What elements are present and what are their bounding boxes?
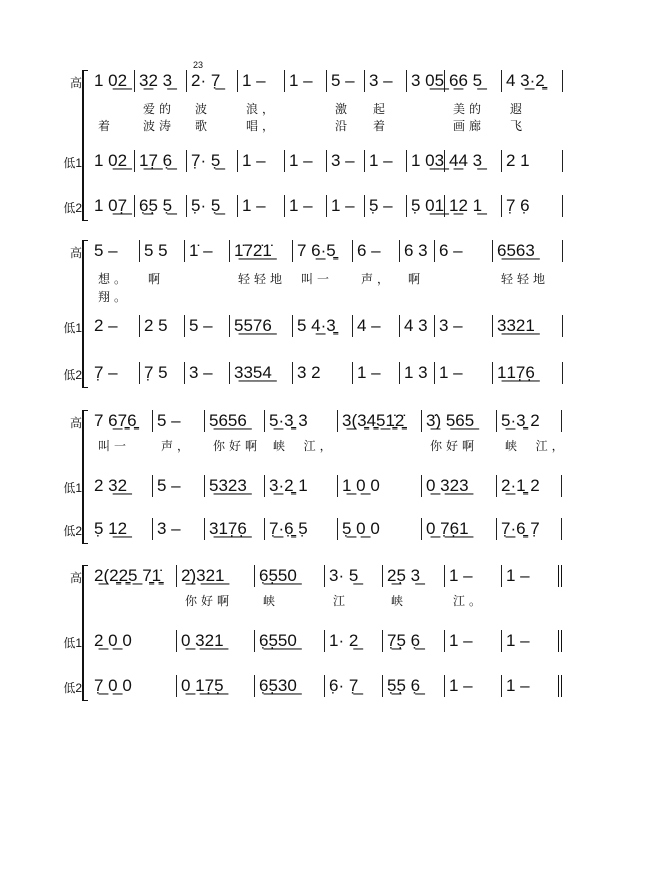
lyrics-line-1 — [90, 592, 562, 608]
measure: 1 – — [445, 565, 502, 587]
measure: 3 – — [185, 362, 230, 384]
measure: 3 – — [435, 315, 493, 337]
measures — [90, 195, 563, 217]
lyrics-line-1 — [90, 100, 563, 116]
lyric: 波 — [195, 102, 212, 116]
lyric: 想。 — [98, 272, 131, 286]
lyric — [230, 288, 293, 305]
lyric: 唱， — [246, 119, 279, 133]
lyric: 峡 — [263, 594, 280, 608]
measures — [90, 630, 562, 652]
lyric: 峡 江， — [505, 439, 568, 453]
part-label: 高 — [69, 76, 82, 90]
measure: 0̲ 3̲2̲1̲ — [177, 630, 255, 652]
staff-low1 — [0, 475, 665, 497]
lyric — [185, 288, 230, 305]
lyric — [353, 288, 400, 305]
measures — [90, 518, 562, 540]
measure: 7 6̲7̳6̳ — [90, 410, 153, 432]
lyric: 轻轻地 — [501, 272, 550, 286]
measures — [90, 70, 563, 92]
measure: 5̣· 5̣̲ — [187, 195, 238, 217]
staff-high — [0, 240, 665, 262]
measure: 7 6̲·5̳ — [293, 240, 353, 262]
measure: 5 – — [90, 240, 140, 262]
measure: 6̣̲5̣̲5̲0̲ — [255, 565, 325, 587]
measure: 5̣ – — [365, 195, 407, 217]
measure: 1 3 — [400, 362, 435, 384]
measure: 2 3̲2̲ — [90, 475, 153, 497]
lyric: 声， — [161, 439, 194, 453]
measure: 1 – — [502, 565, 562, 587]
measure: 5̲·3̳ 2 — [497, 410, 562, 432]
measure: 3̲3̲5̲4̲ — [230, 362, 293, 384]
measure: 3 – — [327, 150, 365, 172]
measure: 4 3̲·2̳ — [502, 70, 563, 92]
measure: 1 – — [365, 150, 407, 172]
measure: 6̲6 5̲ — [445, 70, 502, 92]
lyric: 轻轻地 — [238, 272, 287, 286]
measure: 7̣̲·6̳ 7̣ — [497, 518, 562, 540]
lyric — [338, 437, 422, 454]
staff-low1 — [0, 630, 665, 652]
measure: 3̲2 3̲ — [135, 70, 187, 92]
lyric — [185, 270, 230, 287]
measures — [90, 315, 563, 337]
measure: 1 – — [502, 630, 562, 652]
measure: 0̲ 7̣̲6̣̲1̲ — [422, 518, 497, 540]
measure: 7̣· 5̣̲ — [187, 150, 238, 172]
lyric: 峡 — [391, 594, 408, 608]
measure: 5̣ 0̲1̲ — [407, 195, 445, 217]
measure: 7̣ – — [90, 362, 140, 384]
measure: 5̲5̲7̲6̲ — [230, 315, 293, 337]
part-label: 高 — [69, 246, 82, 260]
measure: 1 – — [445, 630, 502, 652]
measure: 5 – — [153, 410, 205, 432]
measure: 1 0̲7̣̲ — [90, 195, 135, 217]
lyric: 沿 — [335, 119, 352, 133]
measure: 2̲5̣ 3̲ — [383, 565, 445, 587]
measure: 0̲ 3̲2̲3̲ — [422, 475, 497, 497]
measure: 3 – — [153, 518, 205, 540]
measure: 5̲6̲5̲6̲ — [205, 410, 265, 432]
part-label: 低1 — [63, 636, 82, 650]
lyric: 遐 — [510, 102, 527, 116]
measure: 1 – — [238, 195, 285, 217]
measure: 1̲2 1̲ — [445, 195, 502, 217]
measure: 3 2 — [293, 362, 353, 384]
lyric: 飞 — [510, 119, 527, 133]
measure: 2 1 — [502, 150, 563, 172]
lyric: 啊 — [408, 272, 425, 286]
measure: 7̣̲·6̣̳ 5̣ — [265, 518, 338, 540]
measure: 4̲4 3̲ — [445, 150, 502, 172]
measure: 5 – — [327, 70, 365, 92]
measure: 1̇ – — [185, 240, 230, 262]
part-label: 低1 — [63, 156, 82, 170]
staff-high — [0, 70, 665, 92]
measure: 5 4̲·3̳ — [293, 315, 353, 337]
lyric: 叫一 — [98, 439, 131, 453]
measure: 1· 2̲ — [325, 630, 383, 652]
lyric — [435, 288, 493, 305]
measure: 1 – — [285, 70, 327, 92]
measures — [90, 150, 563, 172]
measure: 6 – — [353, 240, 400, 262]
lyrics-line-2 — [90, 117, 563, 133]
part-label: 低2 — [63, 368, 82, 382]
measure: 6̲5̲6̲3̲ — [493, 240, 563, 262]
measure: 1 – — [435, 362, 493, 384]
lyric: 浪， — [246, 102, 279, 116]
lyric — [90, 592, 177, 609]
measure: 1 0̲2̲ — [90, 70, 135, 92]
part-label: 低2 — [63, 681, 82, 695]
measure: 1̲ 0̲ 0 — [338, 475, 422, 497]
measures — [90, 675, 562, 697]
staff-low2 — [0, 362, 665, 384]
measure: 6̣̲5̣̲3̲0̲ — [255, 675, 325, 697]
lyric: 着 — [98, 119, 115, 133]
staff-high — [0, 565, 665, 587]
measure: 3̲3̲2̲1̲ — [493, 315, 563, 337]
lyric: 你好啊 — [185, 594, 234, 608]
measure: 3̲(3̳4̳5̲1̳̇2̳̇ — [338, 410, 422, 432]
measure: 1̲̇7̲2̲̇1̲̇ — [230, 240, 293, 262]
measure: 5 5 — [140, 240, 185, 262]
measure: 1 – — [502, 675, 562, 697]
lyric: 着 — [373, 119, 390, 133]
measure: 3̲1̲7̣̲6̣̲ — [205, 518, 265, 540]
part-label: 高 — [69, 416, 82, 430]
measure: 6 3 — [400, 240, 435, 262]
lyric — [140, 288, 185, 305]
lyric: 画廊 — [453, 119, 486, 133]
lyric — [435, 270, 493, 287]
measure: 1̲1̲7̣̲6̣̲ — [493, 362, 563, 384]
measure: 3̲̇) 5̲6̲5̲ — [422, 410, 497, 432]
measure: 1 – — [353, 362, 400, 384]
lyric — [502, 592, 562, 609]
measure: 4 3 — [400, 315, 435, 337]
part-label: 低2 — [63, 201, 82, 215]
lyric: 爱的 — [143, 102, 176, 116]
measure: 5̣ 1̲2̲ — [90, 518, 153, 540]
lyric — [90, 100, 135, 117]
lyric: 美的 — [453, 102, 486, 116]
measure: 2̲ 0̲ 0 — [90, 630, 177, 652]
measure: 4 – — [353, 315, 400, 337]
lyric: 歌 — [195, 119, 212, 133]
lyric — [293, 288, 353, 305]
measure: 6̣̲5̣ 5̣̲ — [135, 195, 187, 217]
measure-annotation: 23 — [193, 60, 204, 70]
staff-low1 — [0, 150, 665, 172]
measure: 1 – — [445, 675, 502, 697]
staff-low2 — [0, 518, 665, 540]
measure: 1 – — [285, 195, 327, 217]
measure: 7̣̲5̣ 6̣̲ — [383, 630, 445, 652]
measure: 7̣ 5 — [140, 362, 185, 384]
lyric — [407, 117, 445, 134]
measure: 3 – — [365, 70, 407, 92]
measure: 6̣· 7̣̲ — [325, 675, 383, 697]
measure: 1 0̲3̲ — [407, 150, 445, 172]
measures — [90, 475, 562, 497]
lyric — [493, 288, 563, 305]
measure: 2 5 — [140, 315, 185, 337]
measure: 2· 7̣̲ — [187, 70, 238, 92]
lyric: 翔。 — [98, 290, 131, 304]
lyric: 江。 — [453, 594, 486, 608]
measure: 3 0̲5̲ — [407, 70, 445, 92]
measure: 5̲·3̳ 3 — [265, 410, 338, 432]
lyric: 江 — [333, 594, 350, 608]
measure: 2̲̇)3̲2̲1̲ — [177, 565, 255, 587]
measure: 6 – — [435, 240, 493, 262]
measure: 5̲3̲2̲3̲ — [205, 475, 265, 497]
measure: 1 – — [238, 150, 285, 172]
staff-high — [0, 410, 665, 432]
measure: 5 – — [153, 475, 205, 497]
measure: 3̲·2̳ 1 — [265, 475, 338, 497]
lyric — [407, 100, 445, 117]
staff-low2 — [0, 195, 665, 217]
measure: 1 – — [285, 150, 327, 172]
measures — [90, 565, 562, 587]
lyric: 你好啊 — [430, 439, 479, 453]
lyric — [400, 288, 435, 305]
lyric: 声， — [361, 272, 394, 286]
measure: 1̲7̣̲ 6̣̲ — [135, 150, 187, 172]
measures — [90, 240, 563, 262]
part-label: 低2 — [63, 524, 82, 538]
part-label: 低1 — [63, 321, 82, 335]
lyric: 波涛 — [143, 119, 176, 133]
lyric: 叫一 — [301, 272, 334, 286]
lyric: 你好啊 — [213, 439, 262, 453]
measure: 6̣̲5̣̲5̲0̲ — [255, 630, 325, 652]
measure: 7̣̲ 0̲ 0 — [90, 675, 177, 697]
lyric — [285, 100, 327, 117]
measure: 1 0̲2̲ — [90, 150, 135, 172]
measure: 5̣̲5̣ 6̣̲ — [383, 675, 445, 697]
measure: 5 – — [185, 315, 230, 337]
measure: 5̣̲ 0̲ 0 — [338, 518, 422, 540]
measure: 2̲(2̳2̳5̲ 7̳1̳̇ — [90, 565, 177, 587]
measure: 3· 5̲ — [325, 565, 383, 587]
measure: 2̲·1̳ 2 — [497, 475, 562, 497]
measure: 0̲ 1̲7̣̲5̣̲ — [177, 675, 255, 697]
lyrics-line-1 — [90, 437, 568, 453]
staff-low2 — [0, 675, 665, 697]
lyrics-line-2 — [90, 288, 563, 304]
lyric: 激 — [335, 102, 352, 116]
measure: 1 – — [327, 195, 365, 217]
measures — [90, 362, 563, 384]
staff-low1 — [0, 315, 665, 337]
part-label: 低1 — [63, 481, 82, 495]
lyric: 起 — [373, 102, 390, 116]
lyric — [285, 117, 327, 134]
measure: 2 – — [90, 315, 140, 337]
measure: 7̣ 6̣ — [502, 195, 563, 217]
lyric: 啊 — [148, 272, 165, 286]
lyrics-line-1 — [90, 270, 563, 286]
lyric: 峡 江， — [273, 439, 336, 453]
measure: 1 – — [238, 70, 285, 92]
measures — [90, 410, 562, 432]
part-label: 高 — [69, 571, 82, 585]
